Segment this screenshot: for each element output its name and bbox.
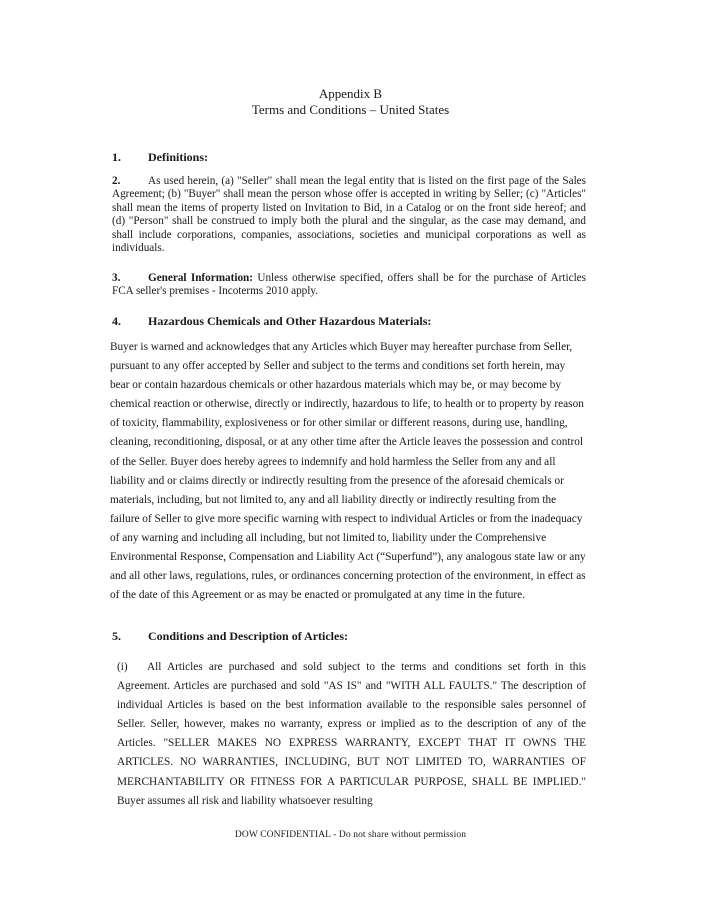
section-title: Hazardous Chemicals and Other Hazardous Materials: bbox=[148, 314, 432, 328]
section-5-heading bbox=[112, 629, 348, 644]
section-1-heading bbox=[112, 150, 208, 165]
section-number: 1. bbox=[112, 150, 121, 164]
section-number: 5. bbox=[112, 629, 121, 643]
section-title: Definitions: bbox=[148, 150, 208, 164]
section-text: All Articles are purchased and sold subject to the terms and conditions set forth in this Agreement. Articles are purchased and sold "AS IS" and "WITH ALL FAULTS." The description of individual Articles is based on the best information available to the responsible sales personnel of Seller. Seller, however, makes no warranty, express or implied as to the description of any of the Articles. "SELLER MAKES NO EXPRESS WARRANTY, EXCEPT THAT IT OWNS THE ARTICLES. NO WARRANTIES, INCLUDING, BUT NOT LIMITED TO, WARRANTIES OF MERCHANTABILITY OR FITNESS FOR A PARTICULAR PURPOSE, SHALL BE IMPLIED." Buyer assumes all risk and liability whatsoever resulting bbox=[117, 661, 586, 807]
section-4-heading bbox=[112, 314, 431, 329]
section-title: Conditions and Description of Articles: bbox=[148, 629, 349, 643]
title-block bbox=[0, 86, 701, 118]
section-4-paragraph: Buyer is warned and acknowledges that any Articles which Buyer may hereafter purchase from Seller, pursuant to any offer accepted by Seller and subject to the terms and conditions set forth herein, may bear or contain hazardous chemicals or other hazardous materials which may be, or may become by chemical reaction or otherwise, directly or indirectly, hazardous to life, to health or to property by reason of toxicity, flammability, explosiveness or for other similar or different reasons, during use, handling, cleaning, reconditioning, disposal, or at any other time after the Article leaves the possession and control of the Seller. Buyer does hereby agrees to indemnify and hold harmless the Seller from any and all liability and or claims directly or indirectly resulting from the presence of the aforesaid chemicals or materials, including, but not limited to, any and all liability directly or indirectly resulting from the failure of Seller to give more specific warning with respect to individual Articles or from the inadequacy of any warning and including all including, but not limited to, liability under the Comprehensive Environmental Response, Compensation and Liability Act (“Superfund”), any analogous state law or any and all other laws, regulations, rules, or ordinances concerning protection of the environment, in effect as of the date of this Agreement or as may be enacted or promulgated at any time in the future. bbox=[110, 341, 586, 602]
section-2-paragraph bbox=[112, 175, 586, 255]
appendix-title: Appendix B bbox=[318, 86, 383, 101]
section-5-paragraph bbox=[117, 658, 586, 811]
section-3-paragraph bbox=[112, 272, 586, 299]
document-subtitle: Terms and Conditions – United States bbox=[251, 102, 450, 117]
section-title: General Information: bbox=[148, 272, 254, 284]
section-number: 2. bbox=[112, 175, 121, 187]
section-number: 3. bbox=[112, 272, 121, 284]
section-text: Unless otherwise specified, offers shall be for the purchase of Articles FCA seller's premises - Incoterms 2010 apply. bbox=[112, 272, 587, 298]
confidential-footer: DOW CONFIDENTIAL - Do not share without permission bbox=[234, 830, 467, 840]
subsection-number: (i) bbox=[117, 661, 128, 673]
section-number: 4. bbox=[112, 314, 121, 328]
section-text: As used herein, (a) "Seller" shall mean the legal entity that is listed on the first page of the Sales Agreement; (b) "Buyer" shall mean the person whose offer is accepted in writing by Seller; (c) "Articles" shall mean the items of property listed on Invitation to Bid, in a Catalog or on the front side hereof; and (d) "Person" shall be construed to imply both the plural and the singular, as the case may demand, and shall include corporations, companies, associations, societies and municipal corporations as well as individuals. bbox=[112, 175, 586, 255]
